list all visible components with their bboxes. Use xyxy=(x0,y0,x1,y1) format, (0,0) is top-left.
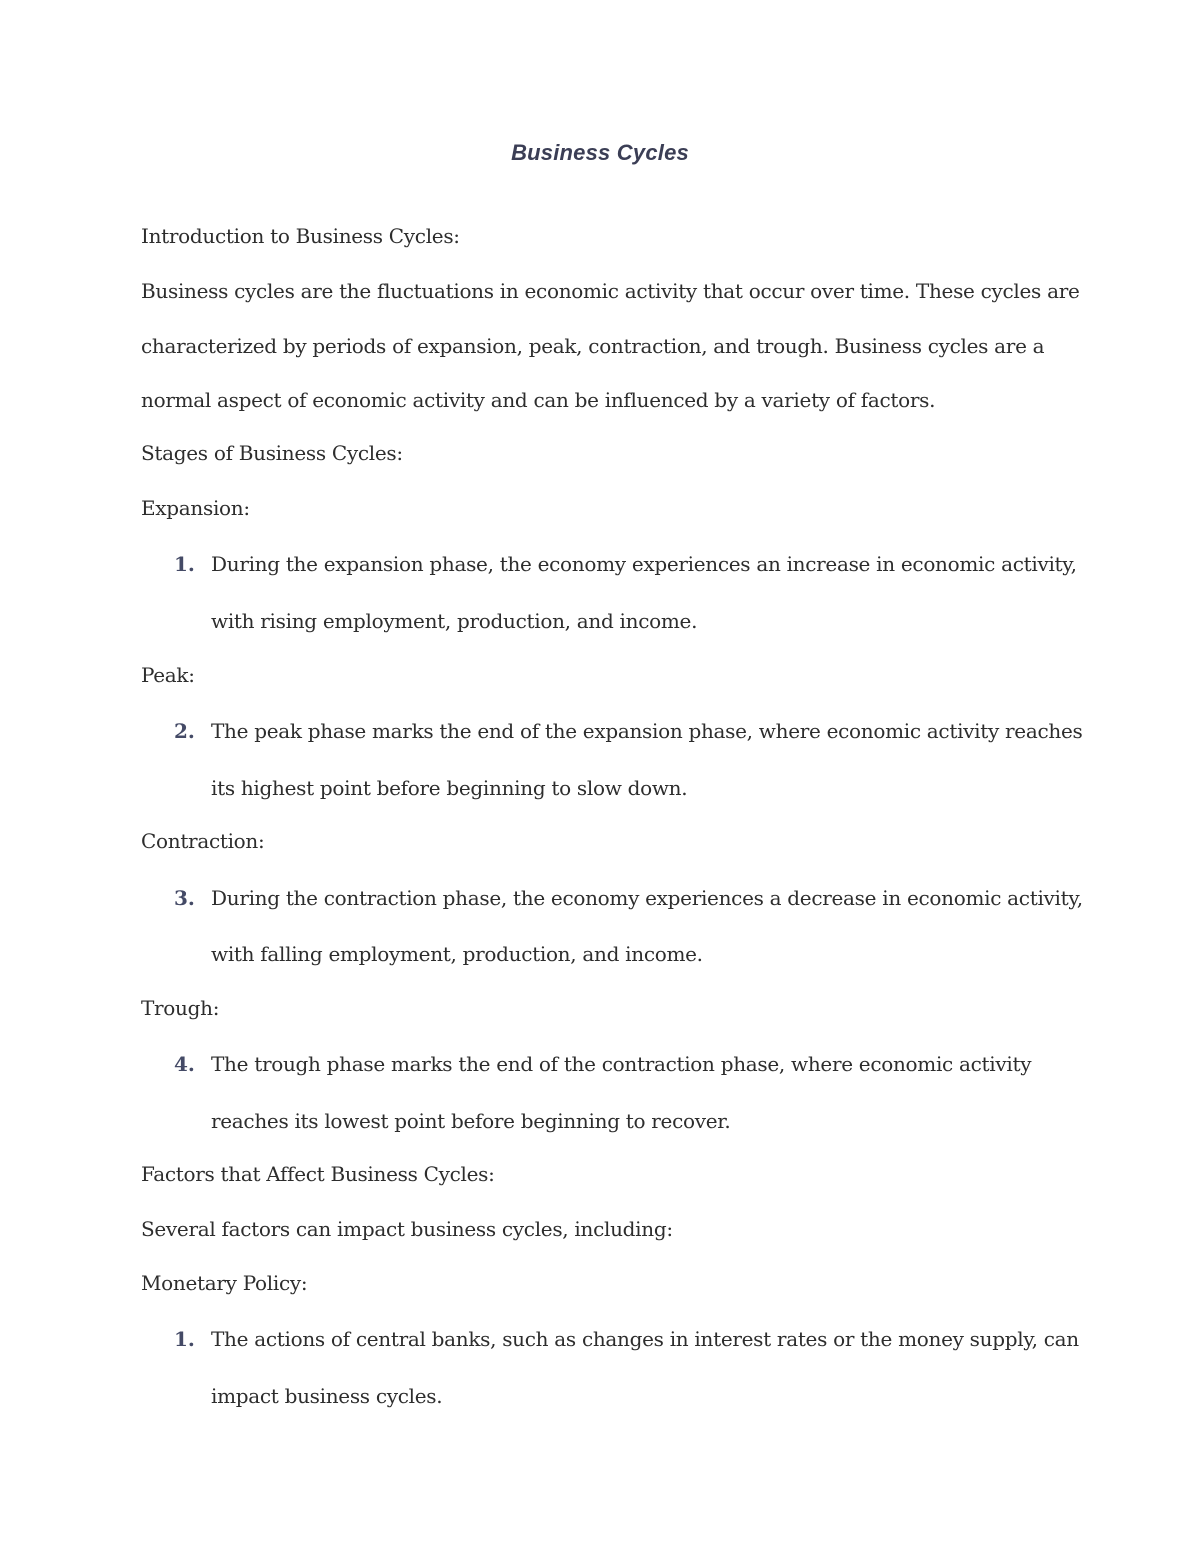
list-number: 1. xyxy=(174,1327,195,1351)
stage-text-line: During the expansion phase, the economy experiences an increase in economic activity, xyxy=(211,552,1077,576)
factors-heading: Factors that Affect Business Cycles: xyxy=(141,1162,495,1186)
stage-text-line: The peak phase marks the end of the expansion phase, where economic activity reaches xyxy=(211,719,1083,743)
stage-text-line: with rising employment, production, and income. xyxy=(211,609,698,633)
intro-heading: Introduction to Business Cycles: xyxy=(141,224,460,248)
factor-text-line: The actions of central banks, such as changes in interest rates or the money supply, can xyxy=(211,1327,1079,1351)
stage-text-line: with falling employment, production, and income. xyxy=(211,942,703,966)
stage-heading-expansion: Expansion: xyxy=(141,496,250,520)
factors-intro: Several factors can impact business cycles, including: xyxy=(141,1217,673,1241)
stages-heading: Stages of Business Cycles: xyxy=(141,441,403,465)
intro-line-1: Business cycles are the fluctuations in economic activity that occur over time. These cycles are xyxy=(141,279,1080,303)
factor-heading-monetary-policy: Monetary Policy: xyxy=(141,1271,308,1295)
intro-line-3: normal aspect of economic activity and can be influenced by a variety of factors. xyxy=(141,388,936,412)
list-number: 2. xyxy=(174,719,195,743)
stage-heading-contraction: Contraction: xyxy=(141,829,265,853)
list-number: 1. xyxy=(174,552,195,576)
stage-text-line: its highest point before beginning to slow down. xyxy=(211,776,688,800)
list-number: 4. xyxy=(174,1052,195,1076)
list-number: 3. xyxy=(174,886,195,910)
stage-text-line: reaches its lowest point before beginning to recover. xyxy=(211,1109,731,1133)
intro-line-2: characterized by periods of expansion, peak, contraction, and trough. Business cycles are a xyxy=(141,334,1045,358)
stage-text-line: During the contraction phase, the economy experiences a decrease in economic activity, xyxy=(211,886,1083,910)
stage-heading-trough: Trough: xyxy=(141,996,220,1020)
document-title: Business Cycles xyxy=(511,140,689,165)
factor-text-line: impact business cycles. xyxy=(211,1384,443,1408)
stage-heading-peak: Peak: xyxy=(141,663,195,687)
stage-text-line: The trough phase marks the end of the contraction phase, where economic activity xyxy=(211,1052,1032,1076)
